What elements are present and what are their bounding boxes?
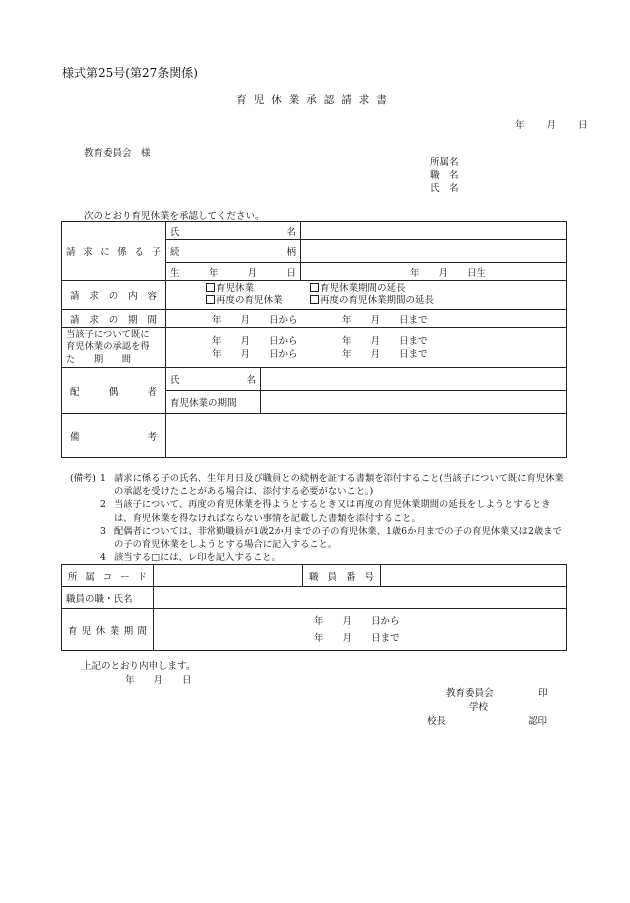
note-item: (備考) 1 請求に係る子の氏名、生年月日及び職員との続柄を証する書類を添付すること(当該子について既に育児休業の承認を受けたことがある場合は、添付する必要がないこと。) — [70, 473, 564, 498]
page-title: 育児休業承認請求書 — [236, 94, 394, 106]
checkbox-icon[interactable] — [206, 295, 215, 304]
content-label: 請求の内容 — [62, 281, 166, 310]
spouse-section-label: 配偶者 — [62, 368, 166, 414]
spouse-period-field[interactable] — [261, 391, 567, 414]
leave-period-to: 年 月 日まで — [314, 632, 400, 644]
checkbox-icon[interactable] — [310, 295, 319, 304]
leave-period-label: 育児休業期間 — [62, 609, 154, 651]
board-signature: 教育委員会 — [446, 688, 494, 699]
leave-period-from: 年 月 日から — [314, 615, 400, 627]
prior-period-field[interactable]: 年 月 日から 年 月 日まで 年 月 日から 年 月 日まで — [166, 328, 567, 368]
child-name-field[interactable] — [301, 222, 567, 240]
applicant-name-label: 氏 名 — [430, 183, 459, 194]
child-birth-label: 生 年 月 日 — [166, 263, 301, 281]
child-section-label: 請求に係る子 — [62, 222, 166, 281]
period-label: 請求の期間 — [62, 310, 166, 328]
dept-code-label: 所属コード — [62, 565, 154, 587]
child-relation-field[interactable] — [301, 240, 567, 263]
remarks-label: 備考 — [62, 414, 166, 458]
submission-date — [497, 117, 588, 131]
staff-no-field[interactable] — [381, 565, 567, 587]
date-day-label: 日 — [578, 120, 588, 131]
checkbox-icon[interactable] — [310, 283, 319, 292]
note-item: 3 配偶者については、非常勤職員が1歳2か月までの子の育児休業、1歳6か月までの子の育児休業又は2歳までの子の育児休業をしようとする場合に記入すること。 — [100, 525, 562, 551]
form-number: 様式第25号(第27条関係) — [62, 66, 198, 80]
closing-date: 年 月 日 — [125, 675, 192, 686]
date-month-label: 月 — [546, 120, 557, 131]
position-name-field[interactable] — [154, 587, 567, 609]
request-table — [61, 221, 567, 458]
option-again-extension[interactable]: 再度の育児休業期間の延長 — [310, 295, 434, 306]
office-table — [61, 564, 567, 651]
staff-no-label: 職員番号 — [303, 565, 381, 587]
leave-period-field[interactable] — [154, 609, 567, 651]
intro-text: 次のとおり育児休業を承認してください。 — [84, 211, 265, 222]
spouse-name-label: 氏 名 — [166, 368, 261, 391]
prior-period-label: 当該子について既に 育児休業の承認を得 た 期 間 — [62, 328, 166, 368]
note-item: 4 該当する□には、レ印を記入すること。 — [100, 552, 281, 564]
period-from: 年 月 日から — [212, 314, 298, 326]
position-name-label: 職員の職・氏名 — [62, 587, 154, 609]
school-label: 学校 — [469, 702, 489, 713]
principal-label: 校長 — [427, 716, 447, 727]
closing-text: 上記のとおり内申します。 — [82, 661, 196, 672]
option-again[interactable]: 再度の育児休業 — [206, 295, 310, 307]
board-seal: 印 — [538, 688, 548, 699]
child-birth-field[interactable]: 年 月 日生 — [301, 263, 567, 281]
spouse-name-field[interactable] — [261, 368, 567, 391]
date-year-label: 年 — [515, 120, 525, 131]
notes-section — [70, 472, 569, 564]
option-extension[interactable]: 育児休業期間の延長 — [310, 283, 406, 294]
spouse-period-label: 育児休業の期間 — [166, 391, 261, 414]
child-name-label: 氏 名 — [166, 222, 301, 240]
option-childcare[interactable]: 育児休業 — [206, 283, 310, 295]
applicant-block — [430, 156, 459, 195]
applicant-affiliation-label: 所属名 — [430, 157, 459, 168]
note-item: 2 当該子について、再度の育児休業を得ようとするとき又は再度の育児休業期間の延長をしようとするときは、育児休業を得なければならない事情を記載した書類を添付すること。 — [100, 499, 551, 524]
dept-code-field[interactable] — [154, 565, 303, 587]
content-options — [166, 281, 567, 310]
principal-seal: 認印 — [528, 716, 548, 727]
checkbox-icon[interactable] — [206, 283, 215, 292]
applicant-position-label: 職 名 — [430, 170, 459, 181]
remarks-field[interactable] — [166, 414, 567, 458]
period-field[interactable] — [166, 310, 567, 328]
period-to: 年 月 日まで — [342, 314, 428, 326]
addressee: 教育委員会 様 — [84, 148, 151, 159]
child-relation-label: 続 柄 — [166, 240, 301, 263]
